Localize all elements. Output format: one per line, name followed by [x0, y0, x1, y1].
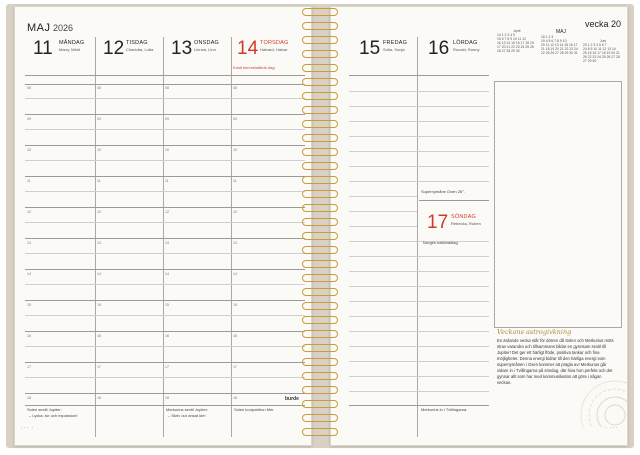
essay-body: En ärdande vecka står för dörren då Solen och Merkurius möts strax varandra och tillsammans bildar en gynnsam sextil till Jupiter! Det ger ett härligt flöde, positiva tankar och fina möjligheter. Denna energi bidrar till den härliga energi som supernymånen i Oxen kommer att prägla av! Merkurius går vidare in i Tvillingarna på söndag, där hiva hon perfekt och det gynnar allt som har med kommunikation att göra i någon veckan.	[497, 338, 614, 385]
mini-calendar-title: MAJ	[556, 29, 566, 35]
hour-label: 16	[97, 334, 101, 338]
name-day: Linnea, Linn	[194, 47, 216, 52]
hour-label: 09	[165, 117, 169, 121]
hour-label: 11	[97, 179, 101, 183]
hour-label: 10	[165, 148, 169, 152]
hour-label: 09	[27, 117, 31, 121]
hour-label: 08	[233, 86, 237, 90]
mini-calendar-row: 16 13 14 15 16 17 18 19	[497, 41, 534, 45]
day-name: TORSDAG	[260, 40, 289, 46]
day-name: LÖRDAG	[453, 40, 478, 46]
hour-label: 09	[97, 117, 101, 121]
name-day: Rebecka, Ruben	[451, 221, 481, 226]
hour-label: 16	[233, 334, 237, 338]
astro-note: Solen sextil Jupiter:	[27, 407, 62, 412]
mini-calendar-june	[583, 39, 623, 63]
hour-label: 15	[233, 303, 237, 307]
day-number: 17	[427, 212, 449, 233]
hour-label: 15	[165, 303, 169, 307]
mini-calendar-title: April	[513, 29, 521, 33]
day-name: MÅNDAG	[59, 40, 85, 46]
astro-note: Supernymåne Oxen 26°.	[421, 189, 465, 194]
day-number: 15	[359, 38, 381, 59]
name-day: Halvard, Halvar	[260, 47, 288, 52]
hour-label: 13	[233, 241, 237, 245]
astro-note: – Skriv our ansat ide!	[168, 413, 206, 418]
day-number: 11	[33, 38, 53, 59]
mandala-ornament	[557, 357, 627, 427]
hour-label: 15	[97, 303, 101, 307]
hour-label: 16	[165, 334, 169, 338]
hour-label: 18	[27, 396, 31, 400]
mini-calendar-row: 20 11 12 13 14 15 16 17	[541, 43, 578, 47]
mini-calendar-row: 18 1 2 3	[541, 35, 554, 39]
hour-label: 12	[165, 210, 169, 214]
mini-calendar-row: 14 1 2 3 4 5	[497, 33, 515, 37]
hour-label: 13	[27, 241, 31, 245]
right-page	[330, 6, 628, 446]
holiday-note: Kristi himmelsfärds dag	[233, 65, 275, 70]
mini-calendar-row: 22 25 26 27 28 29 30 31	[541, 51, 578, 55]
name-day: Ronald, Ronny	[453, 47, 480, 52]
hour-label: 10	[233, 148, 237, 152]
year-label: 2026	[53, 23, 74, 33]
mini-calendar-row: 19 4 5 6 7 8 9 10	[541, 39, 567, 43]
mini-calendar-row: 23 1 2 3 4 5 6 7	[583, 43, 607, 47]
left-page	[14, 6, 312, 446]
hour-label: 08	[97, 86, 101, 90]
mini-calendar-row: 25 15 16 17 18 19 20 21	[583, 51, 620, 55]
name-day: Charlotta, Lotta	[126, 47, 154, 52]
brand-logo: burde	[285, 396, 299, 402]
hour-label: 08	[27, 86, 31, 90]
mini-calendar-title: Juni	[599, 39, 607, 43]
name-day: Marry, Märit	[59, 47, 81, 52]
hour-label: 17	[97, 365, 101, 369]
essay-title: Veckans astrogivkning	[497, 328, 572, 336]
day-number: 16	[428, 38, 450, 59]
mini-calendar-april	[497, 29, 537, 53]
hour-label: 18	[233, 396, 237, 400]
hour-label: 09	[233, 117, 237, 121]
hour-label: 11	[27, 179, 31, 183]
hour-label: 14	[27, 272, 31, 276]
name-day: Sofia, Sonja	[383, 47, 405, 52]
hour-label: 13	[165, 241, 169, 245]
column-divider	[417, 37, 418, 437]
mini-calendar-row: 26 22 23 24 25 26 27 28	[583, 55, 620, 59]
astro-note: Merkurius in i Tvillingarna.	[421, 407, 468, 412]
day-name: FREDAG	[383, 40, 408, 46]
hour-label: 14	[233, 272, 237, 276]
hour-label: 16	[27, 334, 31, 338]
hour-label: 14	[165, 272, 169, 276]
astro-note: – Lycka, tur och expansion!	[29, 413, 78, 418]
hour-label: 12	[27, 210, 31, 214]
header-rule	[25, 75, 305, 76]
astro-note: Solen konjunktion Mer	[234, 407, 274, 412]
hour-label: 14	[97, 272, 101, 276]
hour-label: 12	[97, 210, 101, 214]
day-number: 13	[171, 38, 193, 59]
month-label: MAJ	[27, 22, 51, 34]
mini-calendar-row: 21 18 19 20 21 22 23 24	[541, 47, 578, 51]
hour-label: 08	[165, 86, 169, 90]
day-number: 12	[103, 38, 125, 59]
hour-label: 17	[27, 365, 31, 369]
astro-note: Merkurius sextil Jupiter:	[166, 407, 209, 412]
hour-label: 18	[97, 396, 101, 400]
hour-label: 15	[27, 303, 31, 307]
hour-label: 13	[97, 241, 101, 245]
hour-label: 18	[165, 396, 169, 400]
header-rule	[349, 75, 489, 76]
week-label: vecka 20	[585, 19, 622, 29]
mini-calendar-row: 17 20 21 22 23 24 25 26	[497, 45, 534, 49]
sunday-note: Norges nationaldag	[423, 240, 458, 245]
hour-label: 17	[165, 365, 169, 369]
hour-label: 17	[233, 365, 237, 369]
day-name: TISDAG	[126, 40, 148, 46]
hour-label: 10	[97, 148, 101, 152]
day-number: 14	[237, 38, 259, 59]
hour-label: 12	[233, 210, 237, 214]
mini-calendar-row: 27 29 30	[583, 59, 597, 63]
day-name: ONSDAG	[194, 40, 220, 46]
mini-calendar-row: 18 27 28 29 30	[497, 49, 520, 53]
notes-box[interactable]	[494, 81, 622, 328]
hour-label: 11	[233, 179, 237, 183]
corner-ornament: · ···	[605, 425, 619, 431]
day-name: SÖNDAG	[451, 214, 477, 220]
corner-ornament: ··· ·	[21, 425, 35, 431]
mini-calendar-row: 15 6 7 8 9 10 11 12	[497, 37, 526, 41]
hour-label: 10	[27, 148, 31, 152]
hour-label: 11	[165, 179, 169, 183]
mini-calendar-row: 24 8 9 10 11 12 13 14	[583, 47, 616, 51]
mini-calendar-may	[541, 29, 581, 55]
